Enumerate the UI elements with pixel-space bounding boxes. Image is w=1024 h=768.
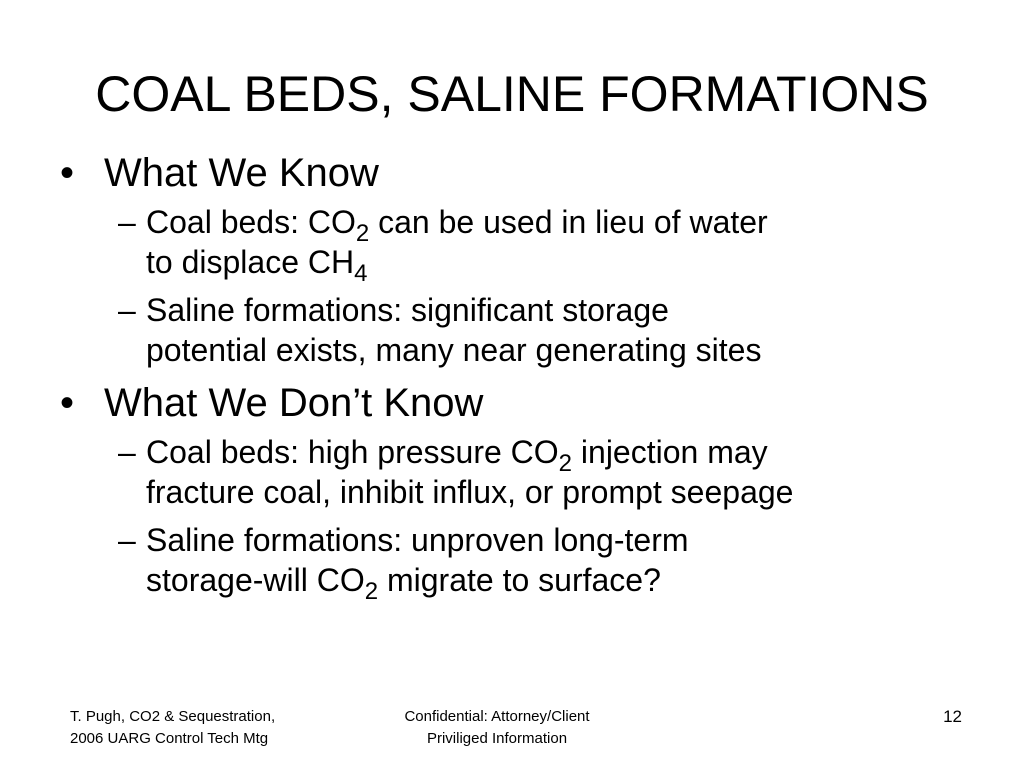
slide-title: COAL BEDS, SALINE FORMATIONS [95,66,929,122]
footer-center [362,706,632,750]
footer-privileged-line: Priviliged Information [426,730,568,747]
footer-left [70,706,350,750]
text-run: potential exists, many near generating sites [146,332,762,368]
bullet-what-we-dont-know [60,378,980,428]
bullet-text: What We Don’t Know [104,381,484,425]
dash-marker: – [118,204,136,240]
bullet-marker: • [60,381,75,425]
sub-list-what-we-dont-know [60,432,980,605]
text-run: can be used in lieu of water [369,204,768,240]
sub-bullet-saline-unknown [60,520,980,605]
bullet-marker: • [60,151,75,195]
subscript: 4 [354,260,368,287]
text-run: migrate to surface? [378,562,661,598]
sub-list-what-we-know [60,202,980,370]
subscript: 2 [558,450,573,477]
text-run: Coal beds: high pressure CO [146,434,559,470]
dash-marker: – [118,522,136,558]
footer-event-line: 2006 UARG Control Tech Mtg [70,730,269,747]
sub-bullet-saline-known [60,290,980,370]
footer-author-line: T. Pugh, CO2 & Sequestration, [70,708,276,725]
page-number: 12 [943,707,962,726]
sub-bullet-line [146,432,980,477]
text-run: Coal beds: CO [146,204,356,240]
text-run: Saline formations: unproven long-term [146,522,689,558]
text-run: fracture coal, inhibit influx, or prompt seepage [146,474,794,510]
text-run: injection may [572,434,768,470]
sub-bullet-line [146,330,980,370]
slide-content [60,148,980,608]
sub-bullet-line [146,520,980,560]
sub-bullet-line [146,242,980,287]
text-run: storage-will CO [146,562,365,598]
bullet-what-we-know [60,148,980,198]
sub-bullet-line [146,560,980,605]
dash-marker: – [118,434,136,470]
dash-marker: – [118,292,136,328]
footer-confidential-line: Confidential: Attorney/Client [404,708,590,725]
sub-bullet-coal-beds-known [60,202,980,287]
sub-bullet-line [146,472,980,512]
sub-bullet-line [146,290,980,330]
subscript: 2 [364,578,379,605]
text-run: to displace CH [146,244,355,280]
sub-bullet-line [146,202,980,247]
text-run: Saline formations: significant storage [146,292,669,328]
subscript: 2 [355,220,370,247]
sub-bullet-coal-beds-unknown [60,432,980,512]
bullet-text: What We Know [104,151,379,195]
